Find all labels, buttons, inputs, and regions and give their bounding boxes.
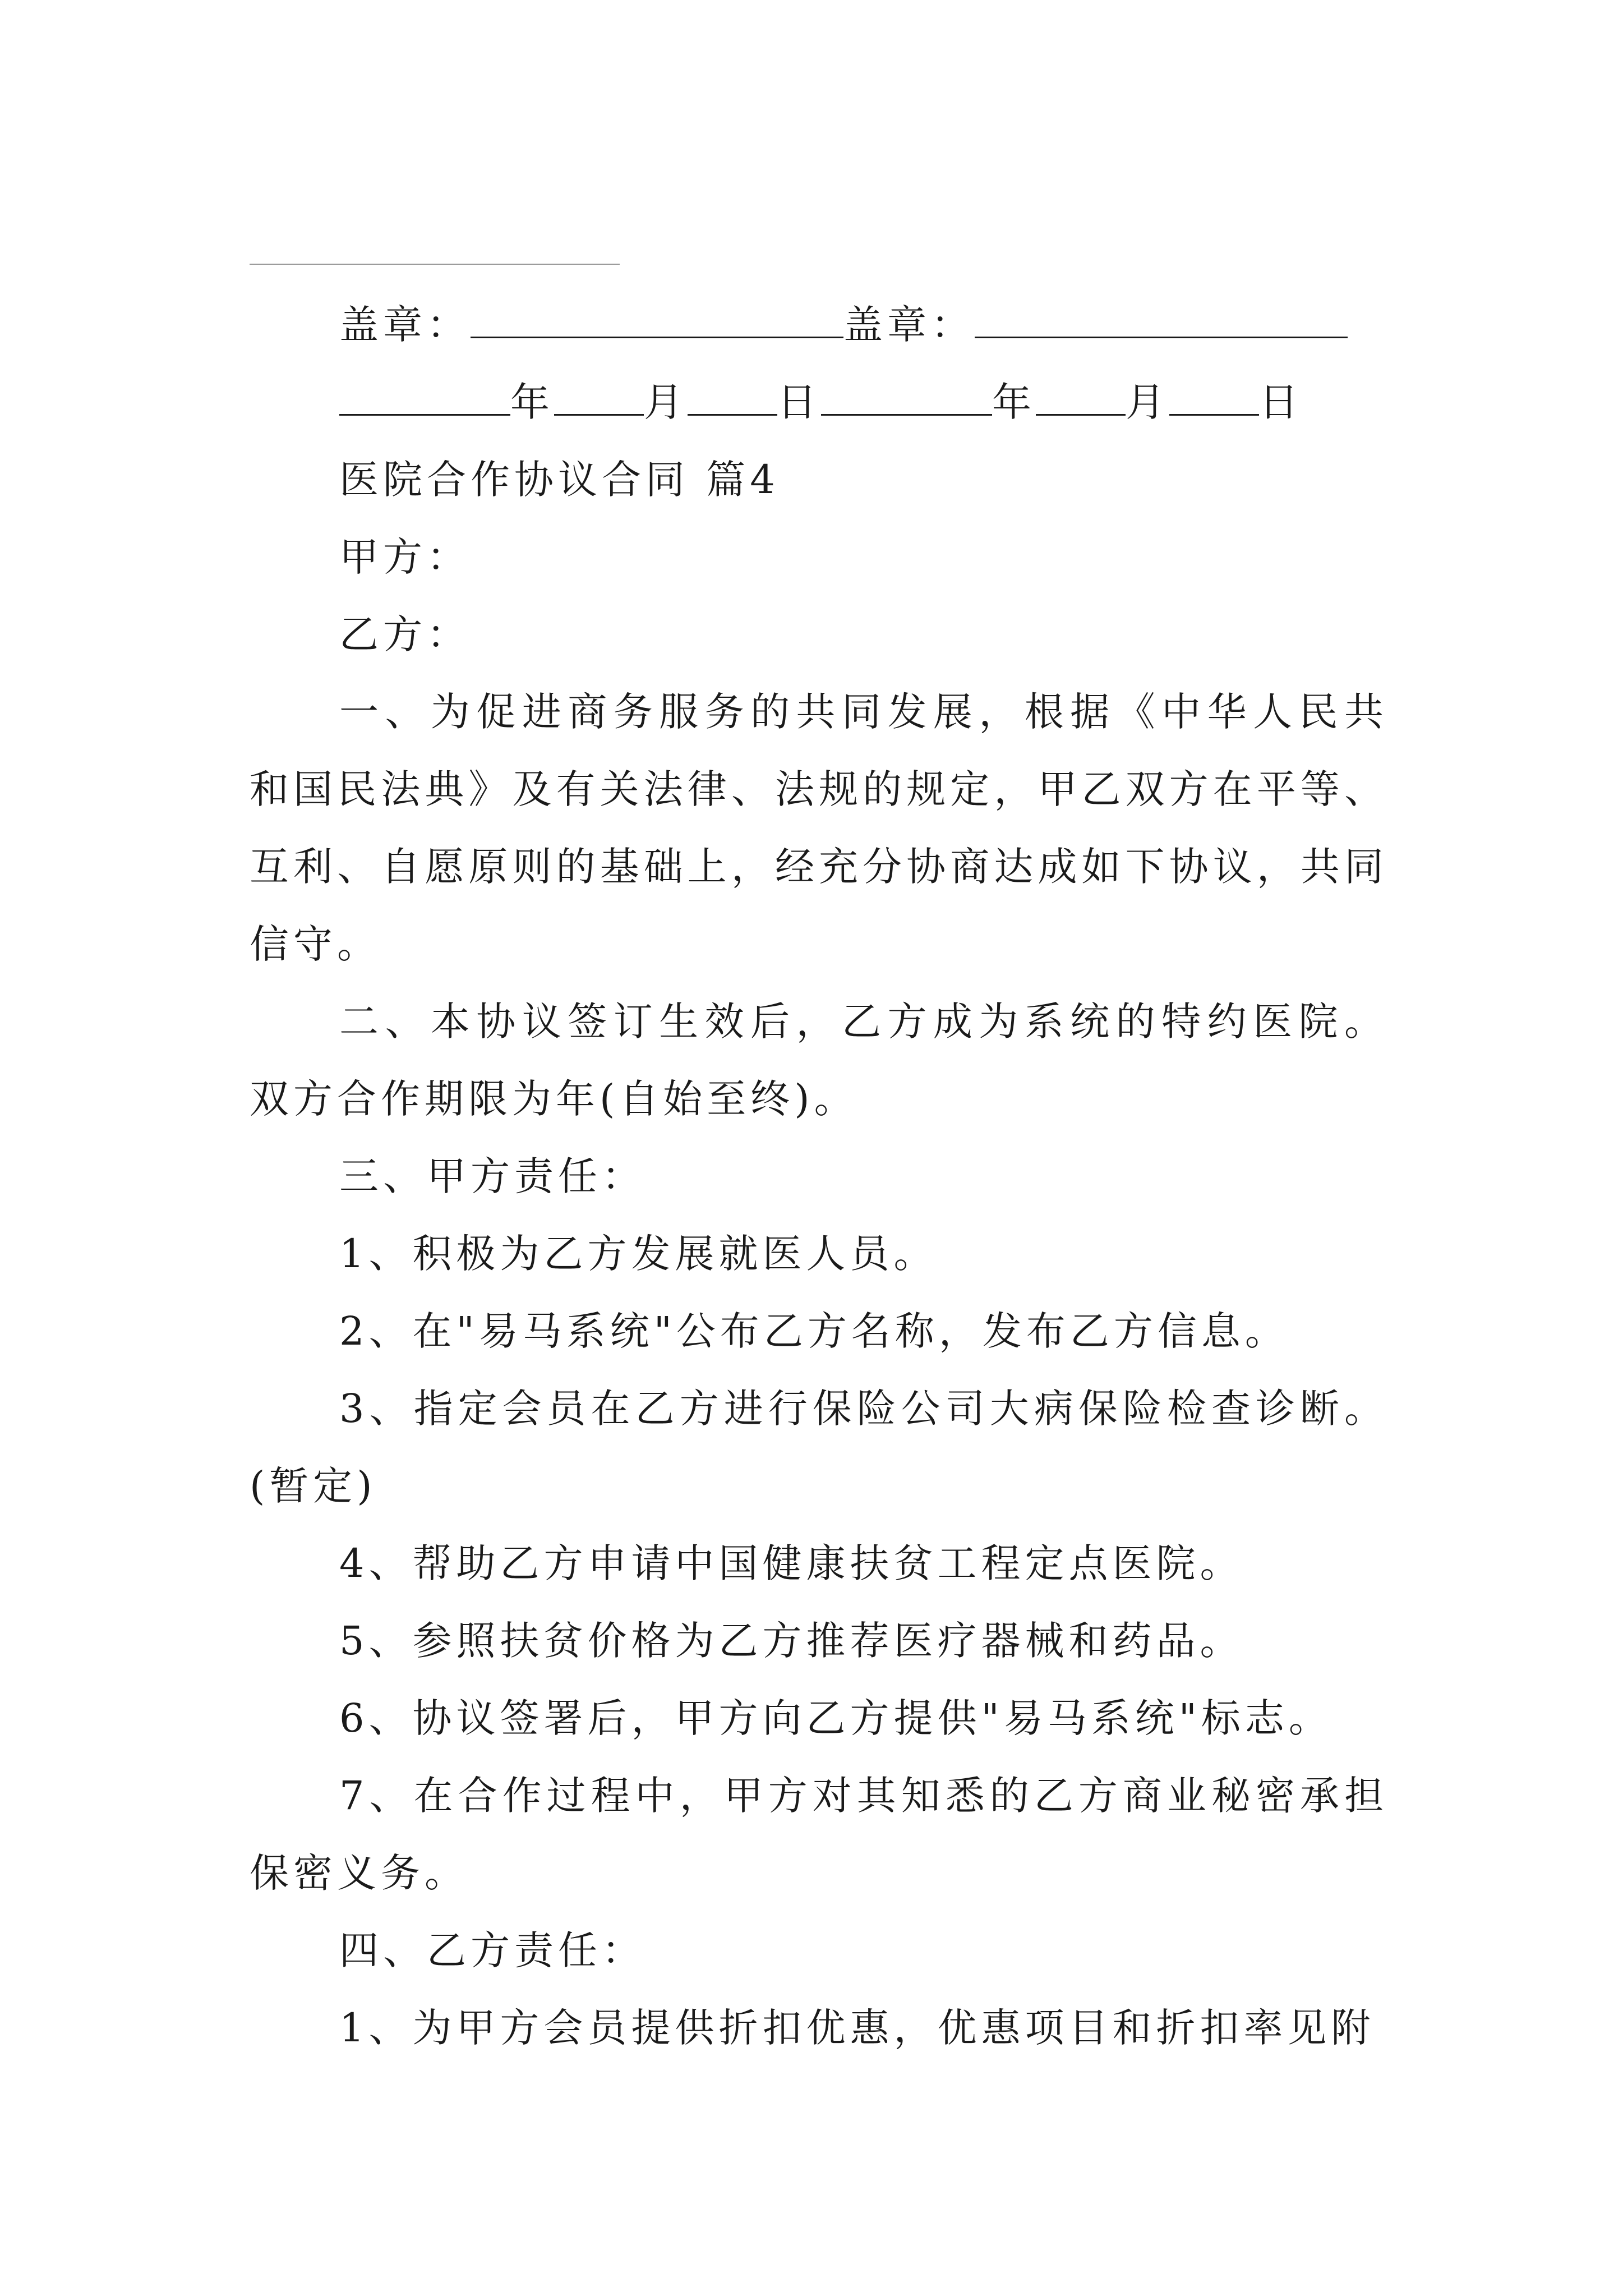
year-blank-a <box>339 375 510 416</box>
year-label-b: 年 <box>992 379 1036 425</box>
party-a-duty-7: 7、在合作过程中，甲方对其知悉的乙方商业秘密承担保密义务。 <box>250 1773 1388 1896</box>
seal-line <box>250 286 1388 364</box>
month-blank-b <box>1036 375 1126 416</box>
day-label-a: 日 <box>777 379 821 425</box>
section-title: 医院合作协议合同 篇4 <box>339 457 780 503</box>
month-blank-a <box>554 375 644 416</box>
day-blank-b <box>1169 375 1259 416</box>
clause-4-heading: 四、乙方责任： <box>339 1927 645 1973</box>
clause-3-heading: 三、甲方责任： <box>339 1153 645 1199</box>
month-label-b: 月 <box>1126 379 1169 425</box>
clause-2: 二、本协议签订生效后，乙方成为系统的特约医院。双方合作期限为年(自始至终)。 <box>250 999 1388 1122</box>
month-label-a: 月 <box>644 379 688 425</box>
party-b-label: 乙方： <box>339 611 471 657</box>
seal-label-b: 盖章： <box>843 302 975 348</box>
year-label-a: 年 <box>510 379 554 425</box>
party-a-duty-5: 5、参照扶贫价格为乙方推荐医疗器械和药品。 <box>339 1618 1244 1664</box>
party-a-label: 甲方： <box>339 534 471 580</box>
seal-blank-b <box>975 297 1348 338</box>
header-rule <box>250 264 620 265</box>
day-label-b: 日 <box>1259 379 1303 425</box>
clause-1: 一、为促进商务服务的共同发展，根据《中华人民共和国民法典》及有关法律、法规的规定，甲乙双方在平等、互利、自愿原则的基础上，经充分协商达成如下协议，共同信守。 <box>250 689 1388 967</box>
party-a-duty-6: 6、协议签署后，甲方向乙方提供"易马系统"标志。 <box>339 1695 1332 1741</box>
party-b-duty-1: 1、为甲方会员提供折扣优惠，优惠项目和折扣率见附 <box>339 2005 1375 2051</box>
party-a-duty-2: 2、在"易马系统"公布乙方名称，发布乙方信息。 <box>339 1308 1289 1354</box>
year-blank-b <box>821 375 992 416</box>
seal-blank-a <box>471 297 843 338</box>
date-line <box>250 364 1388 441</box>
seal-label-a: 盖章： <box>339 302 471 348</box>
day-blank-a <box>688 375 777 416</box>
party-a-duty-3: 3、指定会员在乙方进行保险公司大病保险检查诊断。(暂定) <box>250 1386 1388 1509</box>
party-a-duty-1: 1、积极为乙方发展就医人员。 <box>339 1231 938 1277</box>
document-body <box>250 286 1388 2067</box>
party-a-duty-4: 4、帮助乙方申请中国健康扶贫工程定点医院。 <box>339 1540 1244 1586</box>
